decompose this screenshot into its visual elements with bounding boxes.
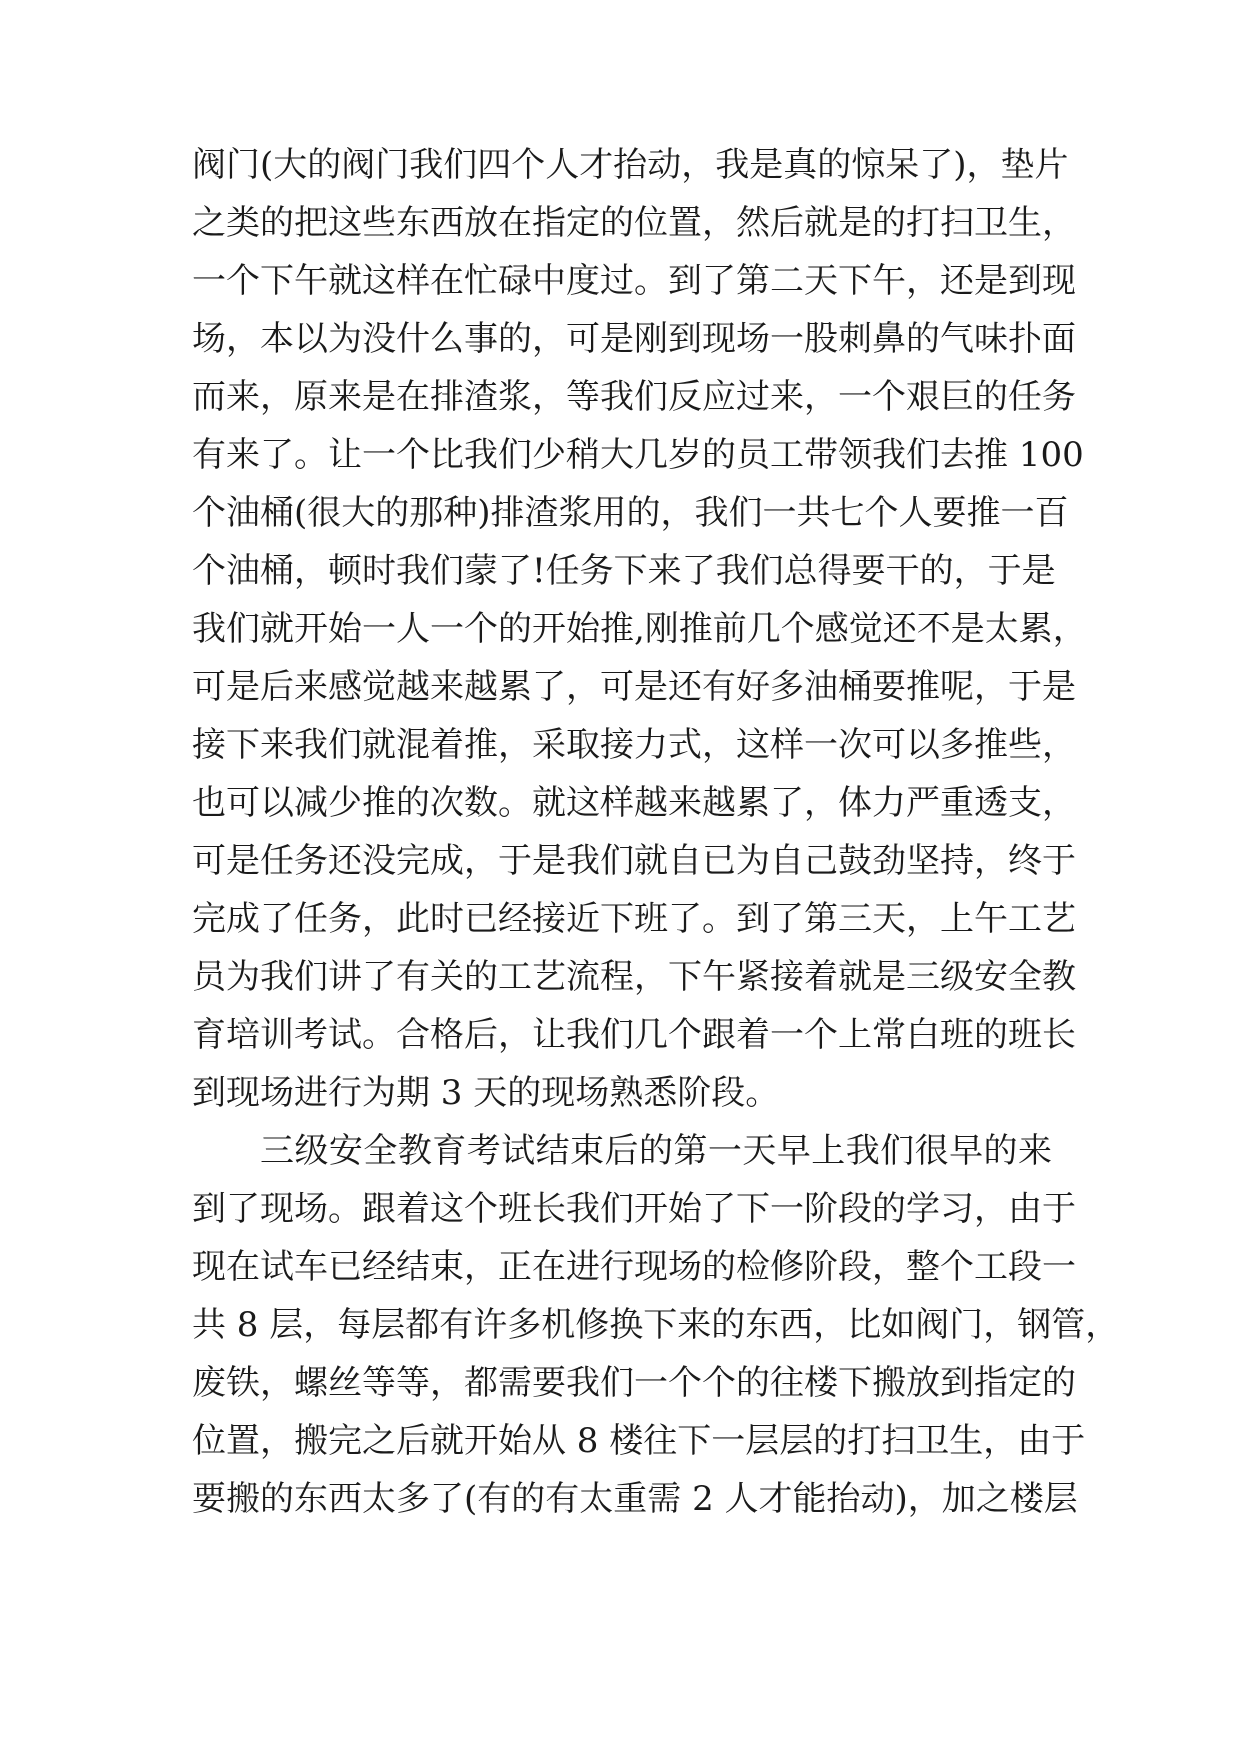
text-line: 一个下午就这样在忙碌中度过。到了第二天下午，还是到现 xyxy=(192,261,1076,301)
text-line: 场，本以为没什么事的，可是刚到现场一股刺鼻的气味扑面 xyxy=(192,319,1076,359)
text-line: 完成了任务，此时已经接近下班了。到了第三天，上午工艺 xyxy=(192,899,1076,939)
text-line: 我们就开始一人一个的开始推,刚推前几个感觉还不是太累， xyxy=(192,609,1087,649)
text-line: 有来了。让一个比我们少稍大几岁的员工带领我们去推 100 xyxy=(192,435,1084,475)
text-line: 可是任务还没完成，于是我们就自已为自己鼓劲坚持，终于 xyxy=(192,841,1076,881)
text-line: 个油桶(很大的那种)排渣浆用的，我们一共七个人要推一百 xyxy=(192,493,1069,533)
paragraph-2 xyxy=(192,1122,1120,1528)
text-line: 现在试车已经结束，正在进行现场的检修阶段，整个工段一 xyxy=(192,1247,1076,1287)
text-line: 个油桶，顿时我们蒙了!任务下来了我们总得要干的，于是 xyxy=(192,551,1056,591)
text-line: 到现场进行为期 3 天的现场熟悉阶段。 xyxy=(192,1073,780,1113)
text-line: 三级安全教育考试结束后的第一天早上我们很早的来 xyxy=(260,1131,1052,1171)
text-line: 育培训考试。合格后，让我们几个跟着一个上常白班的班长 xyxy=(192,1015,1076,1055)
text-line: 而来，原来是在排渣浆，等我们反应过来，一个艰巨的任务 xyxy=(192,377,1076,417)
text-line: 共 8 层，每层都有许多机修换下来的东西，比如阀门，钢管， xyxy=(192,1305,1120,1345)
text-line: 之类的把这些东西放在指定的位置，然后就是的打扫卫生， xyxy=(192,203,1076,243)
text-line: 要搬的东西太多了(有的有太重需 2 人才能抬动)，加之楼层 xyxy=(192,1479,1078,1519)
text-line: 也可以减少推的次数。就这样越来越累了，体力严重透支， xyxy=(192,783,1076,823)
text-line: 可是后来感觉越来越累了，可是还有好多油桶要推呢，于是 xyxy=(192,667,1076,707)
text-line: 接下来我们就混着推，采取接力式，这样一次可以多推些， xyxy=(192,725,1076,765)
text-line: 员为我们讲了有关的工艺流程，下午紧接着就是三级安全教 xyxy=(192,957,1076,997)
text-line: 到了现场。跟着这个班长我们开始了下一阶段的学习，由于 xyxy=(192,1189,1076,1229)
document-body xyxy=(192,136,1120,1528)
text-line: 阀门(大的阀门我们四个人才抬动，我是真的惊呆了)，垫片 xyxy=(192,145,1069,185)
text-line: 位置，搬完之后就开始从 8 楼往下一层层的打扫卫生，由于 xyxy=(192,1421,1086,1461)
text-line: 废铁，螺丝等等，都需要我们一个个的往楼下搬放到指定的 xyxy=(192,1363,1076,1403)
paragraph-1 xyxy=(192,136,1087,1122)
